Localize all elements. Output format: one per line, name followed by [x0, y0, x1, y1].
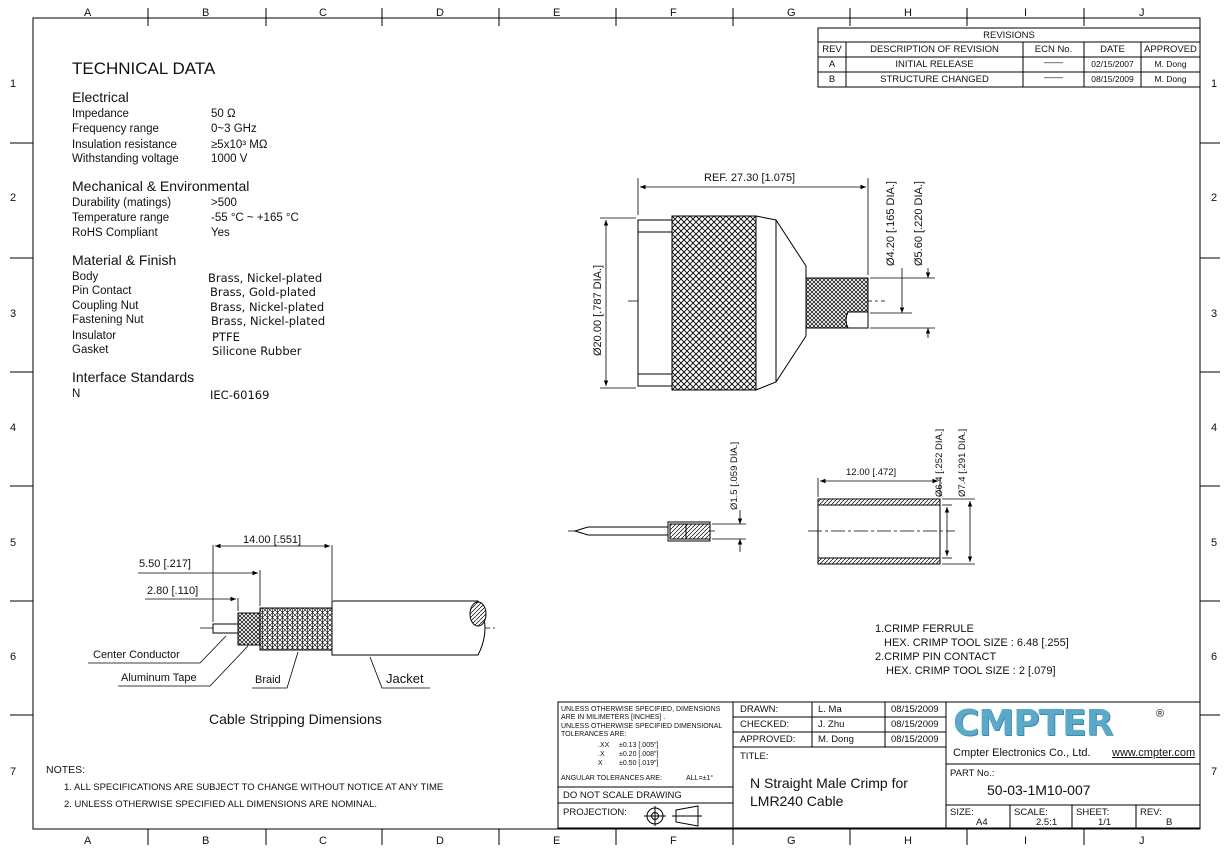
spec-label: Coupling Nut: [72, 300, 139, 312]
revision-desc: INITIAL RELEASE: [895, 59, 974, 70]
angular-tolerance-label: ANGULAR TOLERANCES ARE:: [561, 775, 662, 782]
spec-value: 50 Ω: [211, 108, 236, 120]
checked-date: 08/15/2009: [891, 719, 939, 730]
zone-col-label: H: [904, 7, 912, 19]
tolerance-value: ±0.20 [.008"]: [619, 751, 659, 758]
revision-date: 02/15/2007: [1091, 59, 1134, 69]
part-number: 50-03-1M10-007: [987, 782, 1091, 798]
spec-value: Yes: [211, 227, 230, 239]
scale-value: 2.5:1: [1036, 817, 1058, 828]
zone-row-label: 3: [1211, 308, 1218, 320]
angular-tolerance-value: ALL=±1°: [686, 775, 714, 782]
projection-label: PROJECTION:: [563, 807, 627, 818]
tolerance-line: UNLESS OTHERWISE SPECIFIED, DIMENSIONS: [561, 706, 721, 713]
revision-ecn: ——: [1044, 57, 1063, 68]
zone-col-label: F: [670, 7, 677, 19]
dim-body-diameter: Ø20.00 [.787 DIA.]: [592, 264, 604, 356]
spec-label: N: [72, 388, 81, 400]
zone-row-label: 7: [1211, 766, 1218, 778]
revision-approved: M. Dong: [1154, 74, 1187, 84]
revision-approved: M. Dong: [1154, 59, 1187, 69]
revision-desc: STRUCTURE CHANGED: [880, 74, 989, 85]
zone-col-label: J: [1139, 835, 1145, 847]
dim-strip-mid: 5.50 [.217]: [139, 558, 191, 570]
size-value: A4: [976, 817, 988, 828]
spec-value: 0~3 GHz: [211, 123, 257, 135]
zone-row-label: 7: [10, 766, 17, 778]
dim-dia-420: Ø4.20 [.165 DIA.]: [885, 181, 897, 266]
spec-value: Silicone Rubber: [212, 344, 302, 358]
dim-strip-total: 14.00 [.551]: [243, 534, 302, 546]
crimp-note-1: 1.CRIMP FERRULE: [875, 623, 974, 635]
zone-row-label: 5: [10, 537, 17, 549]
section-heading-electrical: Electrical: [72, 89, 129, 105]
company-website-link[interactable]: www.cmpter.com: [1112, 747, 1196, 759]
zone-col-label: C: [319, 835, 327, 847]
spec-value: Brass, Nickel-plated: [210, 300, 325, 314]
spec-value: Brass, Nickel-plated: [208, 271, 323, 285]
tolerance-key: .XX: [598, 742, 610, 749]
label-aluminum-tape: Aluminum Tape: [121, 672, 197, 684]
revisions-header: REV: [822, 44, 842, 55]
company-name: Cmpter Electronics Co., Ltd.: [953, 747, 1091, 759]
zone-col-label: E: [553, 835, 561, 847]
drawn-label: DRAWN:: [740, 704, 779, 715]
sheet-label: SHEET:: [1076, 807, 1110, 818]
tolerance-line: ARE IN MILIMETERS [INCHES] .: [561, 714, 666, 721]
revisions-header: APPROVED: [1144, 44, 1197, 55]
zone-col-label: I: [1024, 7, 1028, 19]
tolerance-key: .X: [598, 751, 605, 758]
zone-col-label: J: [1139, 7, 1145, 19]
title-label: TITLE:: [740, 751, 769, 762]
revision-rev: A: [828, 59, 836, 70]
zone-row-label: 5: [1211, 537, 1218, 549]
spec-label: Withstanding voltage: [72, 153, 179, 165]
spec-value: Brass, Gold-plated: [210, 285, 316, 299]
zone-col-label: G: [787, 7, 796, 19]
approved-date: 08/15/2009: [891, 734, 939, 745]
spec-label: Insulation resistance: [72, 139, 177, 151]
rev-value: B: [1166, 817, 1173, 828]
spec-label: Durability (matings): [72, 197, 172, 209]
spec-label: Body: [72, 271, 99, 283]
crimp-note-2: 2.CRIMP PIN CONTACT: [875, 651, 997, 663]
zone-row-label: 4: [10, 422, 17, 434]
zone-col-label: D: [436, 835, 444, 847]
label-braid: Braid: [255, 674, 281, 686]
dim-pin-diameter: Ø1.5 [.059 DIA.]: [729, 441, 740, 510]
spec-value: 1000 V: [211, 153, 248, 165]
dim-ferrule-length: 12.00 [.472]: [846, 467, 897, 478]
zone-row-label: 2: [1211, 192, 1218, 204]
zone-col-label: H: [904, 835, 912, 847]
revision-date: 08/15/2009: [1091, 74, 1134, 84]
zone-row-label: 6: [1211, 651, 1218, 663]
tolerance-line: UNLESS OTHERWISE SPECIFIED DIMENSIONAL: [561, 723, 723, 730]
revisions-header: DESCRIPTION OF REVISION: [870, 44, 999, 55]
crimp-note-1-detail: HEX. CRIMP TOOL SIZE : 6.48 [.255]: [884, 637, 1069, 649]
do-not-scale: DO NOT SCALE DRAWING: [563, 790, 682, 801]
spec-value: -55 °C ~ +165 °C: [211, 212, 299, 224]
zone-row-label: 4: [1211, 422, 1218, 434]
spec-label: Frequency range: [72, 123, 159, 135]
dim-dia-560: Ø5.60 [.220 DIA.]: [913, 181, 925, 266]
zone-row-label: 6: [10, 651, 17, 663]
dim-length: REF. 27.30 [1.075]: [704, 172, 796, 184]
revisions-header: ECN No.: [1034, 44, 1073, 55]
spec-label: Fastening Nut: [72, 314, 144, 326]
zone-col-label: C: [319, 7, 327, 19]
zone-row-label: 1: [1211, 78, 1218, 90]
label-center-conductor: Center Conductor: [93, 649, 180, 661]
spec-label: RoHS Compliant: [72, 227, 158, 239]
section-heading-material: Material & Finish: [72, 252, 177, 268]
spec-value: IEC-60169: [210, 388, 270, 402]
tolerance-line: TOLERANCES ARE:: [561, 731, 627, 738]
spec-label: Pin Contact: [72, 285, 132, 297]
zone-col-label: B: [202, 835, 210, 847]
zone-col-label: E: [553, 7, 561, 19]
approved-name: M. Dong: [818, 734, 854, 745]
drawing-title-line1: N Straight Male Crimp for: [750, 775, 908, 791]
rev-label: REV:: [1140, 807, 1162, 818]
tolerance-value: ±0.50 [.019"]: [619, 760, 659, 767]
scale-label: SCALE:: [1014, 807, 1048, 818]
drawn-date: 08/15/2009: [891, 704, 939, 715]
part-number-label: PART No.:: [950, 768, 995, 779]
zone-row-label: 3: [10, 308, 17, 320]
section-heading-interface: Interface Standards: [72, 369, 195, 385]
zone-col-label: F: [670, 835, 677, 847]
spec-label: Impedance: [72, 108, 129, 120]
spec-value: >500: [211, 197, 237, 209]
stripping-title: Cable Stripping Dimensions: [209, 711, 382, 727]
spec-label: Insulator: [72, 330, 117, 342]
zone-row-label: 1: [10, 78, 17, 90]
zone-col-label: B: [202, 7, 210, 19]
notes-heading: NOTES:: [46, 764, 86, 776]
dim-ferrule-od: Ø7.4 [.291 DIA.]: [957, 428, 968, 497]
spec-value: PTFE: [212, 330, 240, 344]
dim-ferrule-id: Ø6.4 [.252 DIA.]: [934, 428, 945, 497]
spec-value: Brass, Nickel-plated: [211, 314, 326, 328]
tolerance-key: X: [598, 760, 603, 767]
zone-col-label: A: [84, 7, 92, 19]
revision-rev: B: [828, 74, 836, 85]
section-heading-mechanical: Mechanical & Environmental: [72, 178, 250, 194]
drawing-title-line2: LMR240 Cable: [750, 793, 844, 809]
approved-label: APPROVED:: [740, 734, 796, 745]
spec-label: Gasket: [72, 344, 109, 356]
revisions-title: REVISIONS: [983, 30, 1035, 41]
tolerance-value: ±0.13 [.005"]: [619, 742, 659, 749]
connector-side-view: [628, 216, 885, 390]
sheet-value: 1/1: [1098, 817, 1112, 828]
dim-strip-short: 2.80 [.110]: [147, 585, 199, 597]
revisions-header: DATE: [1100, 44, 1125, 55]
crimp-note-2-detail: HEX. CRIMP TOOL SIZE : 2 [.079]: [886, 665, 1056, 677]
zone-col-label: D: [436, 7, 444, 19]
zone-col-label: G: [787, 835, 796, 847]
checked-name: J. Zhu: [818, 719, 845, 730]
spec-value: ≥5x10³ MΩ: [211, 139, 268, 151]
size-label: SIZE:: [950, 807, 974, 818]
pin-contact: [568, 522, 715, 541]
label-jacket: Jacket: [386, 671, 424, 686]
registered-mark: ®: [1156, 708, 1165, 720]
company-logo: CMPTER: [953, 703, 1113, 744]
stripped-cable: [200, 601, 495, 655]
zone-col-label: I: [1024, 835, 1028, 847]
pin-dim-lines: [712, 510, 746, 552]
crimp-ferrule: [808, 499, 955, 564]
note-item: 1. ALL SPECIFICATIONS ARE SUBJECT TO CHANGE WITHOUT NOTICE AT ANY TIME: [64, 782, 444, 793]
note-item: 2. UNLESS OTHERWISE SPECIFIED ALL DIMENSIONS ARE NOMINAL.: [64, 799, 378, 810]
drawn-name: L. Ma: [818, 704, 842, 715]
spec-label: Temperature range: [72, 212, 170, 224]
revision-ecn: ——: [1044, 72, 1063, 83]
technical-data-title: TECHNICAL DATA: [72, 59, 216, 78]
zone-row-label: 2: [10, 192, 17, 204]
zone-col-label: A: [84, 835, 92, 847]
checked-label: CHECKED:: [740, 719, 790, 730]
